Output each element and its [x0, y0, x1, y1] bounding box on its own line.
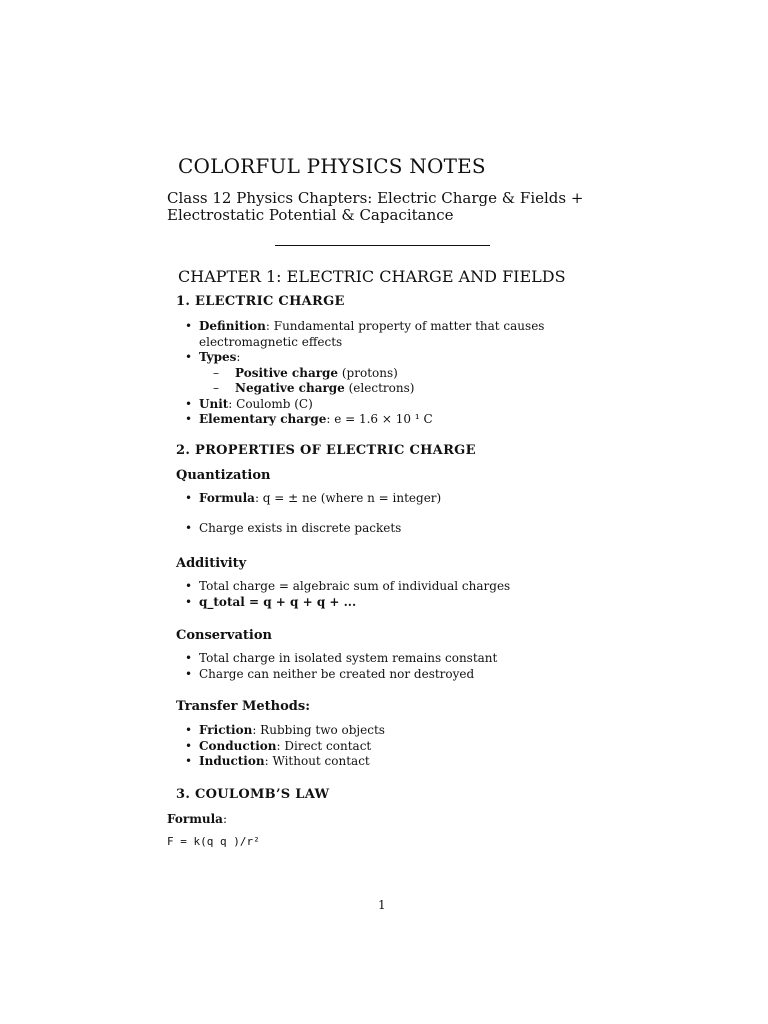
- formula-label-term: Formula: [167, 812, 223, 826]
- quantization-list-2: [183, 521, 401, 537]
- bullet-icon: •: [185, 738, 193, 753]
- bullet-icon: •: [185, 491, 193, 505]
- isolated-system-text: Total charge in isolated system remains constant: [199, 651, 498, 665]
- sublist-item-negative: [213, 381, 603, 397]
- positive-text: (protons): [338, 365, 398, 380]
- bullet-icon: •: [185, 412, 193, 426]
- chapter-title: CHAPTER 1: ELECTRIC CHARGE AND FIELDS: [178, 267, 566, 286]
- term-induction: Induction: [199, 754, 265, 768]
- bullet-icon: •: [185, 754, 193, 768]
- formula-label: [167, 812, 227, 826]
- dash-icon: –: [213, 365, 219, 380]
- term-friction: Friction: [199, 723, 253, 737]
- subheading-transfer-methods: Transfer Methods:: [176, 699, 311, 714]
- definition-text: : Fundamental property of matter that causes electromagnetic effects: [199, 319, 545, 349]
- term-unit: Unit: [199, 396, 229, 411]
- negative-text: (electrons): [344, 381, 415, 395]
- list-item-types: [183, 350, 603, 397]
- list-item-induction: [183, 754, 385, 770]
- bullet-icon: •: [185, 319, 193, 333]
- section-heading-properties: 2. PROPERTIES OF ELECTRIC CHARGE: [176, 443, 476, 458]
- document-subtitle: Class 12 Physics Chapters: Electric Charge & Fields + Electrostatic Potential & Capacitance: [167, 189, 584, 224]
- bullet-icon: •: [185, 579, 193, 593]
- list-item-not-created: [183, 667, 497, 683]
- term-positive-charge: Positive charge: [235, 365, 339, 380]
- friction-text: : Rubbing two objects: [252, 723, 385, 737]
- formula-text: : q = ± ne (where n = integer): [254, 491, 442, 505]
- unit-text: : Coulomb (C): [228, 396, 313, 411]
- bullet-icon: •: [185, 594, 193, 609]
- conservation-list: [183, 651, 497, 682]
- list-item-formula: [183, 491, 441, 507]
- elementary-text: : e = 1.6 × 10 ¹ C: [326, 412, 433, 426]
- term-definition: Definition: [199, 319, 266, 333]
- types-suffix: :: [236, 350, 241, 364]
- sublist-item-positive: [213, 366, 603, 382]
- types-sublist: [199, 366, 603, 397]
- conduction-text: : Direct contact: [276, 738, 372, 753]
- list-item-conduction: [183, 739, 385, 755]
- bullet-icon: •: [185, 723, 193, 737]
- document-title: COLORFUL PHYSICS NOTES: [178, 154, 486, 178]
- dash-icon: –: [213, 381, 219, 395]
- subheading-additivity: Additivity: [176, 556, 247, 571]
- discrete-packets-text: Charge exists in discrete packets: [199, 521, 402, 535]
- bullet-icon: •: [185, 666, 193, 681]
- induction-text: : Without contact: [264, 754, 370, 768]
- list-item-isolated-system: [183, 651, 497, 667]
- page-number: 1: [378, 898, 386, 912]
- q-total-formula: q_total = q + q + q + ...: [199, 594, 357, 609]
- transfer-methods-list: [183, 723, 385, 770]
- term-conduction: Conduction: [199, 738, 277, 753]
- bullet-icon: •: [185, 651, 193, 665]
- list-item-friction: [183, 723, 385, 739]
- term-formula: Formula: [199, 491, 255, 505]
- bullet-icon: •: [185, 521, 193, 535]
- term-negative-charge: Negative charge: [235, 381, 345, 395]
- subheading-conservation: Conservation: [176, 628, 272, 643]
- total-charge-text: Total charge = algebraic sum of individual charges: [199, 579, 511, 593]
- not-created-text: Charge can neither be created nor destroyed: [199, 666, 475, 681]
- quantization-list: [183, 491, 441, 507]
- bullet-icon: •: [185, 350, 193, 364]
- term-elementary-charge: Elementary charge: [199, 412, 327, 426]
- section-heading-electric-charge: 1. ELECTRIC CHARGE: [176, 294, 345, 309]
- list-item-unit: [183, 397, 603, 413]
- list-item-discrete-packets: [183, 521, 401, 537]
- electric-charge-list: [183, 319, 603, 428]
- coulomb-formula: F = k(q q )/r²: [167, 835, 260, 848]
- title-divider: [275, 245, 490, 246]
- list-item-total-charge: [183, 579, 510, 595]
- list-item-q-total: [183, 595, 510, 611]
- section-heading-coulombs-law: 3. COULOMB’S LAW: [176, 787, 330, 802]
- formula-label-suffix: :: [222, 812, 227, 826]
- term-types: Types: [199, 350, 237, 364]
- additivity-list: [183, 579, 510, 610]
- list-item-elementary-charge: [183, 412, 603, 428]
- bullet-icon: •: [185, 396, 193, 411]
- list-item-definition: [183, 319, 603, 350]
- subheading-quantization: Quantization: [176, 468, 271, 483]
